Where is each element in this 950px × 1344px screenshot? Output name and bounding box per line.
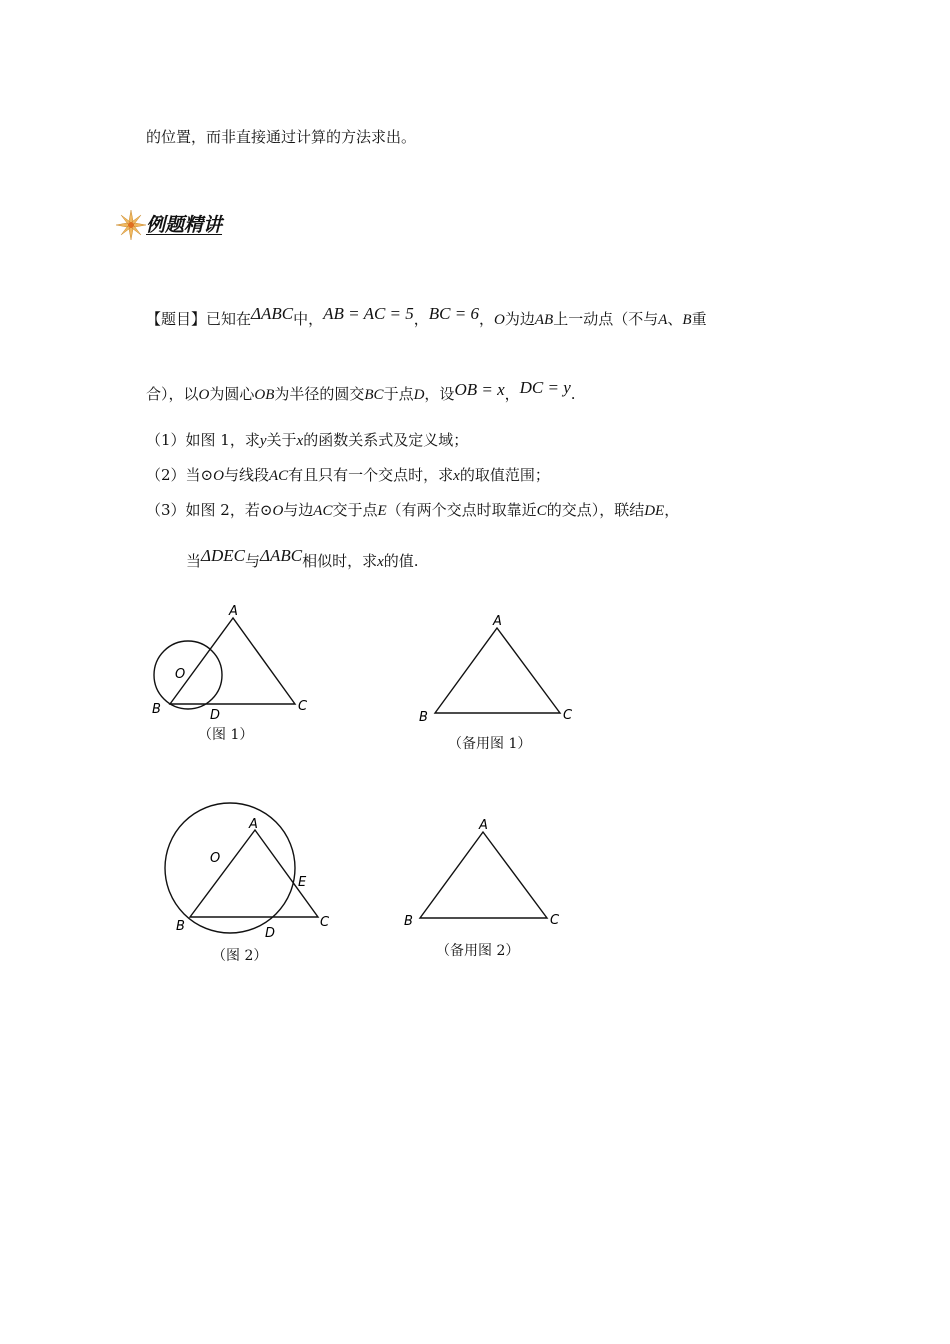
problem-text: . xyxy=(570,385,576,403)
math-triangle-abc: ΔABC xyxy=(260,546,303,565)
figure-2-label-e: E xyxy=(298,875,307,890)
figure-1-label-d: D xyxy=(210,708,221,723)
spare-figure-2-label-b: B xyxy=(404,914,413,929)
problem-text: 已知在 xyxy=(206,310,252,328)
problem-text: 合），以 xyxy=(146,385,199,403)
question-text: （2）当⊙ xyxy=(146,466,214,484)
question-2 xyxy=(146,466,550,485)
math-b: B xyxy=(682,312,692,328)
sparkle-flower-icon xyxy=(114,208,148,242)
math-bc: BC xyxy=(364,387,384,403)
problem-text: ， xyxy=(413,310,429,328)
problem-text: ， xyxy=(504,385,520,403)
problem-text: 中， xyxy=(293,310,324,328)
spare-figure-1-label-c: C xyxy=(563,708,573,723)
math-o: O xyxy=(213,468,224,484)
question-text: 的取值范围； xyxy=(459,466,550,484)
math-eq-bc: BC = 6 xyxy=(428,304,479,323)
question-text: 与边 xyxy=(283,501,314,519)
question-text: （1）如图 1，求 xyxy=(146,431,260,449)
math-o: O xyxy=(494,312,505,328)
question-text: 的函数关系式及定义域； xyxy=(303,431,469,449)
spare-figure-1-label-b: B xyxy=(419,710,428,725)
problem-line-2 xyxy=(146,378,576,404)
math-x: x xyxy=(296,433,304,449)
problem-text: 为半径的圆交 xyxy=(274,385,365,403)
spare-figure-2-label-a: A xyxy=(479,818,488,833)
problem-text: 重 xyxy=(691,310,707,328)
math-eq-ab-ac: AB = AC = 5 xyxy=(323,304,414,323)
figure-2-label-o: O xyxy=(210,851,221,866)
math-eq-ob-x: OB = x xyxy=(454,380,505,399)
figure-1-circle xyxy=(154,641,222,709)
question-text: 的值. xyxy=(383,552,419,570)
figure-2 xyxy=(150,800,350,950)
question-3-line-2 xyxy=(186,546,419,571)
figure-2-circle xyxy=(165,803,295,933)
math-e: E xyxy=(377,503,387,519)
intro-line: 的位置，而非直接通过计算的方法求出。 xyxy=(146,128,417,146)
question-text: 与线段 xyxy=(223,466,269,484)
math-d: D xyxy=(413,387,425,403)
math-c: C xyxy=(536,503,547,519)
question-text: 当 xyxy=(186,552,202,570)
spare-figure-1-label-a: A xyxy=(493,614,502,629)
problem-text: ，设 xyxy=(424,385,455,403)
math-ab: AB xyxy=(534,312,554,328)
math-x: x xyxy=(377,554,384,570)
math-o: O xyxy=(272,503,284,519)
math-triangle-dec: ΔDEC xyxy=(201,546,245,565)
math-y: y xyxy=(259,433,267,449)
figure-2-label-c: C xyxy=(320,915,330,930)
question-3 xyxy=(146,501,679,520)
problem-line-1 xyxy=(146,304,707,329)
spare-figure-2 xyxy=(395,812,585,937)
question-text: ， xyxy=(664,501,680,519)
question-text: 的交点），联结 xyxy=(546,501,645,519)
figure-1-label-c: C xyxy=(298,699,308,714)
math-de: DE xyxy=(644,503,665,519)
math-x: x xyxy=(453,468,460,484)
question-text: 相似时，求 xyxy=(302,552,378,570)
spare-figure-2-caption: （备用图 2） xyxy=(436,943,520,959)
math-ob: OB xyxy=(254,387,275,403)
figure-1-label-o: O xyxy=(175,667,186,682)
figure-1-label-b: B xyxy=(152,702,161,717)
problem-text: 于点 xyxy=(383,385,414,403)
spare-figure-1-triangle xyxy=(435,628,560,713)
figure-1-label-a: A xyxy=(229,604,238,619)
problem-text: 上一动点（不与 xyxy=(553,310,659,328)
figure-2-caption: （图 2） xyxy=(212,948,268,964)
question-text: 关于 xyxy=(266,431,297,449)
figure-1-caption: （图 1） xyxy=(198,727,254,743)
question-text: 交于点 xyxy=(332,501,378,519)
question-text: 有且只有一个交点时，求 xyxy=(288,466,454,484)
spare-figure-1 xyxy=(410,608,590,728)
math-a: A xyxy=(658,312,668,328)
problem-tag: 【题目】 xyxy=(146,310,207,328)
figure-2-label-b: B xyxy=(176,919,185,934)
problem-text: 、 xyxy=(667,310,683,328)
math-ac: AC xyxy=(313,503,333,519)
problem-text: 为圆心 xyxy=(209,385,255,403)
question-text: （有两个交点时取靠近 xyxy=(386,501,537,519)
spare-figure-1-caption: （备用图 1） xyxy=(448,736,532,752)
figure-2-triangle xyxy=(190,830,318,917)
math-eq-dc-y: DC = y xyxy=(519,378,571,397)
figure-2-label-a: A xyxy=(249,817,258,832)
figure-1-triangle xyxy=(170,618,295,704)
question-1 xyxy=(146,431,468,450)
figure-2-label-d: D xyxy=(265,926,276,941)
spare-figure-2-triangle xyxy=(420,832,547,918)
spare-figure-2-label-c: C xyxy=(550,913,560,928)
section-heading: 例题精讲 xyxy=(146,214,223,236)
question-text: （3）如图 2，若⊙ xyxy=(146,501,273,519)
problem-text: ， xyxy=(479,310,495,328)
math-ac: AC xyxy=(268,468,289,484)
question-text: 与 xyxy=(245,552,261,570)
problem-text: 为边 xyxy=(504,310,535,328)
math-o: O xyxy=(198,387,210,403)
math-triangle-abc: ΔABC xyxy=(251,304,294,323)
